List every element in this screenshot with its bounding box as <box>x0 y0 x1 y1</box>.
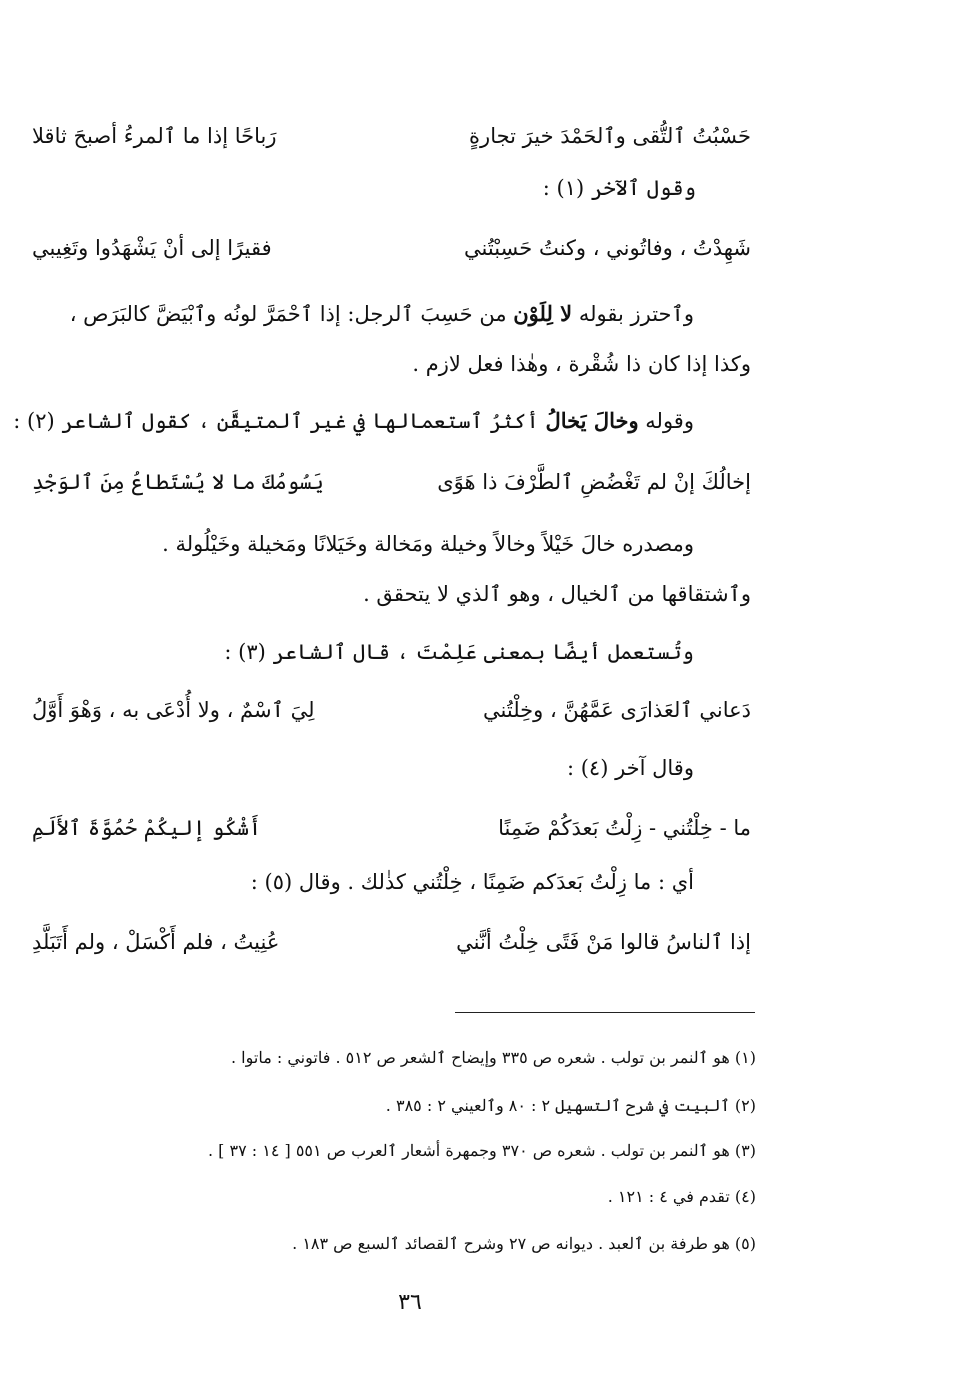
prose-line: وكذا إذا كان ذا شُقْرة ، وهٰذا فعل لازم . <box>412 352 751 376</box>
prose-line: وتُستعمل أيضًا بمعنى عَلِمْتَ ، قال ٱلشاعر (٣) : <box>224 640 694 664</box>
prose-line: أي : ما زِلْتُ بَعدَكم ضَمِنًا ، خِلْتُني كذٰلك . وقال (٥) : <box>250 870 694 894</box>
footnote-4: (٤) تقدم في ٤ : ١٢١ . <box>607 1187 756 1206</box>
prose-bold-term: لا لِلَوْن <box>513 301 573 326</box>
footnote-3: (٣) هو ٱلنمر بن تولب . شعره ص ٣٧٠ وجمهرة أشعار ٱلعرب ص ٥٥١ [ ١٤ : ٣٧ ] . <box>207 1141 756 1160</box>
verse-5-first-hemistich: ما - خِلْتُني - زِلْتُ بَعدَكُمْ ضَمِنًا <box>498 816 751 840</box>
footnote-separator <box>455 1012 755 1013</box>
verse-1-second-hemistich: رَباحًا إذا ما ٱلمرءُ أصبحَ ثاقلا <box>32 124 277 148</box>
verse-2-first-hemistich: شَهِدْتُ ، وفاتُوني ، وكنتُ حَسِبْتُني <box>464 236 751 260</box>
prose-line <box>13 405 694 437</box>
footnote-2: (٢) ٱلبيت في شرح ٱلتسهيل ٢ : ٨٠ وٱلعيني ٢ : ٣٨٥ . <box>385 1096 756 1115</box>
prose-line <box>70 298 694 330</box>
verse-3-first-hemistich: إخالُكَ إنْ لم تَغْضُضِ ٱلطَّرْفَ ذا هَوًى <box>437 470 751 494</box>
footnote-5: (٥) هو طرفة بن ٱلعبد . ديوانه ص ٢٧ وشرح ٱلقصائد ٱلسبع ص ١٨٣ . <box>292 1234 756 1253</box>
prose-line: وقول ٱلآخر (١) : <box>542 176 696 200</box>
prose-line: وٱشتقاقها من ٱلخيال ، وهو ٱلذي لا يتحقق . <box>363 582 751 606</box>
page-number: ٣٦ <box>398 1290 422 1315</box>
prose-bold-term: وخالَ يَخالُ <box>545 408 639 433</box>
verse-2-second-hemistich: فقيرًا إلى أنْ يَشْهَدُوا وتَغِيبي <box>32 236 272 260</box>
prose-text: وٱحترز بقوله <box>572 302 694 326</box>
prose-text: أكثرُ ٱستعمالها في غير ٱلمتيقَّن ، كقول ٱلشاعر (٢) : <box>13 409 546 433</box>
verse-6-first-hemistich: إذا ٱلناسُ قالوا مَنْ فَتًى خِلْتُ أنَّني <box>456 930 751 954</box>
footnote-1: (١) هو ٱلنمر بن تولب . شعره ص ٣٣٥ وإيضاح ٱلشعر ص ٥١٢ . فاتوني : ماتوا . <box>230 1048 756 1067</box>
verse-5-second-hemistich: أَشْكُو إليكُمْ حُمُوَّةَ ٱلأَلَمِ <box>32 816 262 840</box>
prose-text: من حَسِبَ ٱلرجل: إذا ٱحْمَرَّ لونُه وٱبْيَضَّ كالبَرَص ، <box>69 302 514 326</box>
verse-3-second-hemistich: يَسُومُكَ ما لا يُسْتَطاعُ مِنَ ٱلوَجْدِ <box>32 470 324 494</box>
verse-6-second-hemistich: عُنِيتُ ، فلم أَكْسَلْ ، ولم أَتَبَلَّدِ <box>32 930 280 954</box>
prose-line: ومصدره خالَ خَيْلاً وخالاً وخيلة ومَخالة وخَيَلانًا ومَخيلة وخَيْلُولة . <box>162 532 694 556</box>
verse-1-first-hemistich: حَسْبُتُ ٱلتُّقى وٱلحَمْدَ خيرَ تجارةٍ <box>469 124 751 148</box>
verse-4-second-hemistich: لِيَ ٱسْمٌ ، ولا أُدْعَى به ، وَهْوَ أَوَّلُ <box>32 698 315 722</box>
prose-text: وقوله <box>638 409 694 433</box>
prose-line: وقال آخر (٤) : <box>566 756 694 780</box>
verse-4-first-hemistich: دَعاني ٱلعَذارَى عَمَّهُنَّ ، وخِلْتُني <box>483 698 751 722</box>
